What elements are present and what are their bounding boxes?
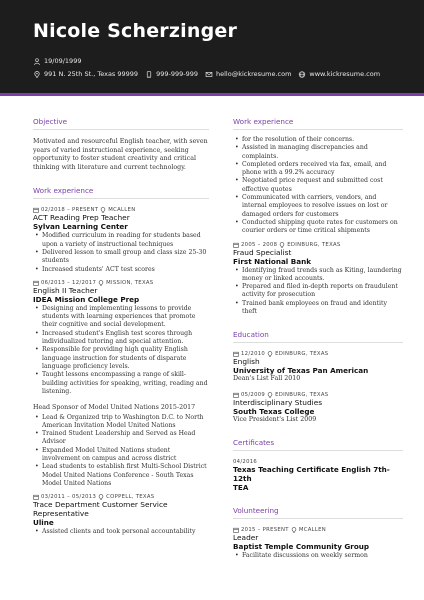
- job-title: Fraud Specialist: [233, 247, 292, 257]
- location-pin-icon: [33, 71, 41, 78]
- location-pin-icon: [291, 527, 297, 533]
- calendar-icon: [233, 242, 239, 248]
- job-bullets: [233, 267, 403, 317]
- job-location: MISSION, TEXAS: [106, 279, 154, 286]
- list-item: • Lead students to establish first Multi-School District Model United Nations Conference - South Texas Model United Nations: [33, 463, 209, 488]
- list-item: • Delivered lesson to small group and class size 25-30 students: [33, 249, 209, 266]
- list-item: • Expanded Model United Nations student involvement on campus and across district: [33, 447, 209, 464]
- candidate-name: Nicole Scherzinger: [33, 20, 238, 42]
- job-dates: 02/2018 – PRESENT: [41, 207, 99, 214]
- list-item: • Communicated with carriers, vendors, and internal employees to resolve issues on lost or damaged orders for customers: [233, 194, 403, 219]
- job-company: Sylvan Learning Center: [33, 222, 128, 232]
- education-note: Vice President's List 2009: [233, 415, 317, 423]
- volunteering-location: MCALLEN: [298, 527, 327, 534]
- job-bullets: [33, 232, 209, 273]
- job-location: COPPELL, TEXAS: [106, 494, 155, 501]
- location-pin-icon: [279, 242, 285, 248]
- volunteer-org: Baptist Temple Community Group: [233, 542, 370, 552]
- section-title-certificates: Certificates: [233, 438, 403, 451]
- school: South Texas College: [233, 406, 315, 416]
- contact-line-2: [33, 70, 380, 78]
- education-date: 05/2009: [241, 391, 266, 398]
- list-item: • Completed orders received via fax, email, and phone with a 99.2% accuracy: [233, 161, 403, 178]
- job-title: English II Teacher: [33, 285, 98, 295]
- phone: 999-999-999: [156, 70, 198, 78]
- list-item: • Assisted clients and took personal accountability: [33, 528, 209, 536]
- globe-icon: [298, 71, 306, 78]
- education-location: EDINBURG, TEXAS: [275, 391, 329, 398]
- email-icon: [205, 71, 213, 78]
- email-link[interactable]: hello@kickresume.com: [215, 70, 292, 78]
- list-item: • Increased students' ACT test scores: [33, 266, 209, 274]
- degree: English: [233, 357, 260, 367]
- job-company: Uline: [33, 518, 54, 528]
- extra-role-bullets: [33, 414, 209, 489]
- education-location: EDINBURG, TEXAS: [275, 351, 329, 358]
- person-icon: [33, 58, 41, 65]
- list-item: • Facilitate discussions on weekly sermon: [233, 552, 403, 560]
- certificate-org: TEA: [233, 483, 249, 493]
- right-column: [233, 117, 403, 560]
- job-company: First National Bank: [233, 256, 311, 266]
- list-item: • Trained bank employees on fraud and identity theft: [233, 300, 403, 317]
- volunteer-bullets: [233, 552, 403, 560]
- list-item: • Responsible for providing high quality English language instruction for students of disparate language proficiency levels.: [33, 346, 209, 371]
- section-title-volunteering: Volunteering: [233, 506, 403, 519]
- list-item: • Taught lessons encompassing a range of skill-building activities for speaking, writing, reading and listening.: [33, 371, 209, 396]
- job-location: MCALLEN: [108, 207, 136, 214]
- birthdate: 19/09/1999: [44, 57, 82, 65]
- contact-line-1: [33, 57, 81, 65]
- continued-bullets: [233, 136, 403, 236]
- job-dates: 06/2013 – 12/2017: [41, 279, 97, 286]
- list-item: • Prepared and filed in-depth reports on fraudulent activity for prosecution: [233, 283, 403, 300]
- education-date: 12/2010: [241, 351, 266, 358]
- list-item: • Negotiated price request and submitted cost effective quotes: [233, 177, 403, 194]
- job-location: EDINBURG, TEXAS: [287, 241, 341, 248]
- degree: Interdisciplinary Studies: [233, 397, 323, 407]
- job-title: Trace Department Customer Service Representative: [33, 500, 168, 519]
- certificate-date: 04/2016: [233, 459, 258, 466]
- list-item: • Identifying fraud trends such as Kiting, laundering money or linked accounts.: [233, 267, 403, 284]
- section-title-work-experience: Work experience: [33, 186, 209, 199]
- list-item: • Designing and implementing lessons to provide students with learning experiences that promote their cognitive and social development.: [33, 305, 209, 330]
- website-link[interactable]: www.kickresume.com: [309, 70, 381, 78]
- location-pin-icon: [267, 351, 273, 357]
- calendar-icon: [233, 392, 239, 398]
- location-pin-icon: [98, 280, 104, 286]
- job-bullets: [33, 305, 209, 396]
- education-note: Dean's List Fall 2010: [233, 375, 301, 383]
- list-item: • Lead & Organized trip to Washington D.C. to North American Invitation Model United Nations: [33, 414, 209, 431]
- list-item: • Conducted shipping quote rates for customers on courier orders or time critical shipments: [233, 219, 403, 236]
- volunteering-dates: 2015 – PRESENT: [241, 527, 289, 534]
- list-item: • Modified curriculum in reading for students based upon a variety of instructional techniques: [33, 232, 209, 249]
- certificate-name: Texas Teaching Certificate English 7th-12th: [233, 465, 390, 484]
- extra-role-heading: Head Sponsor of Model United Nations 2015-2017: [33, 404, 196, 412]
- job-title: ACT Reading Prep Teacher: [33, 213, 130, 223]
- calendar-icon: [33, 280, 39, 286]
- address: 991 N. 25th St., Texas 99999: [44, 70, 139, 78]
- list-item: • Trained Student Leadership and Served as Head Advisor: [33, 430, 209, 447]
- resume-header: [0, 0, 424, 96]
- job-dates: 03/2011 – 05/2013: [41, 494, 97, 501]
- phone-icon: [145, 71, 153, 78]
- school: University of Texas Pan American: [233, 366, 369, 376]
- objective-text: Motivated and resourceful English teacher, with seven years of varied instructional experience, seeking opportunity to foster student creativity and critical thinking with literature and current technology.: [33, 138, 208, 171]
- list-item: • for the resolution of their concerns.: [233, 136, 403, 144]
- left-column: [33, 117, 209, 537]
- list-item: • Assisted in managing discrepancies and complaints.: [233, 144, 403, 161]
- volunteer-role: Leader: [233, 533, 259, 543]
- section-title-objective: Objective: [33, 117, 209, 130]
- job-bullets: [33, 528, 209, 536]
- location-pin-icon: [267, 392, 273, 398]
- job-dates: 2005 – 2008: [241, 241, 278, 248]
- job-company: IDEA Mission College Prep: [33, 294, 140, 304]
- section-title-education: Education: [233, 330, 403, 343]
- list-item: • Increased student's English test scores through individualized tutoring and special attention.: [33, 330, 209, 347]
- section-title-work-experience: Work experience: [233, 117, 403, 130]
